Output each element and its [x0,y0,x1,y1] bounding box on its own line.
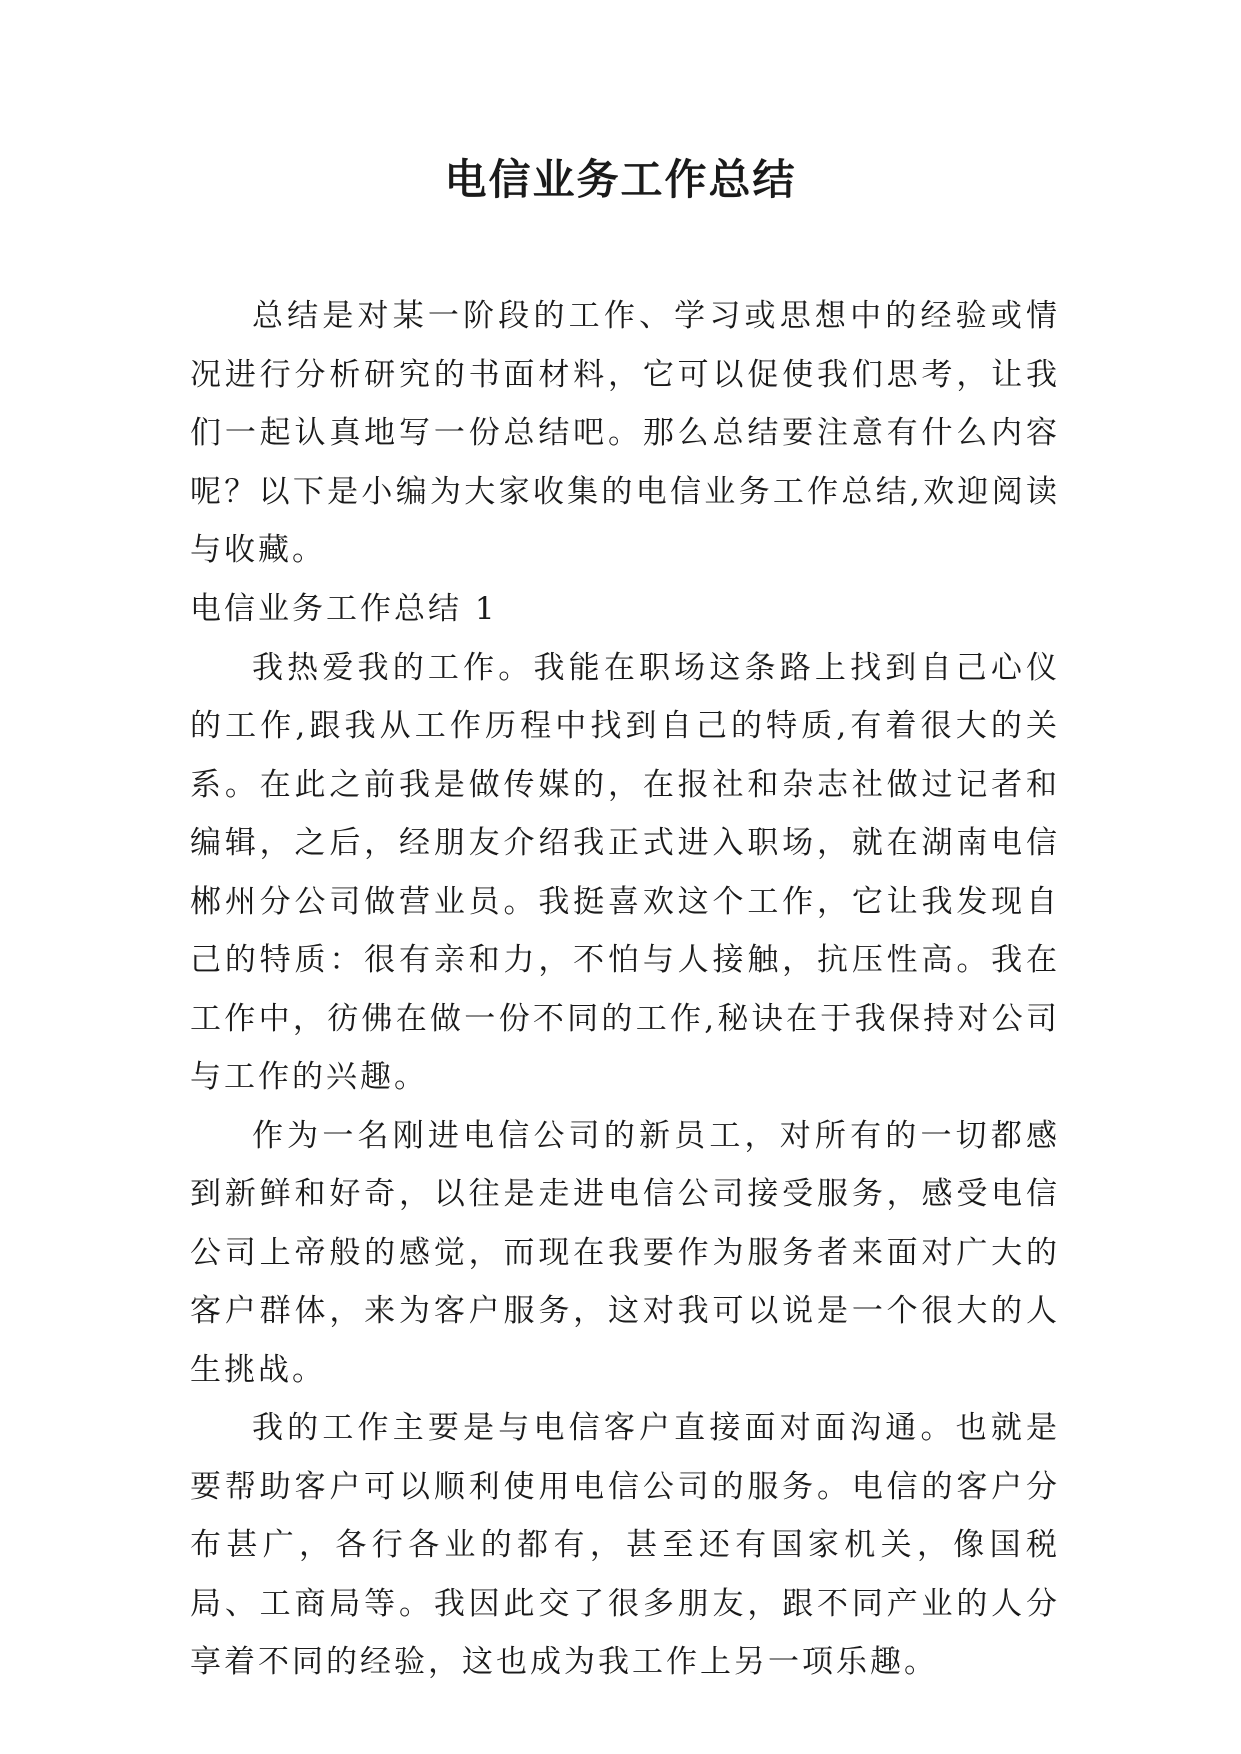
body-paragraph-1: 我热爱我的工作。我能在职场这条路上找到自己心仪的工作,跟我从工作历程中找到自己的特质,有着很大的关系。在此之前我是做传媒的，在报社和杂志社做过记者和编辑，之后，经朋友介绍我正式进入职场，就在湖南电信郴州分公司做营业员。我挺喜欢这个工作，它让我发现自己的特质：很有亲和力，不怕与人接触，抗压性高。我在工作中，彷佛在做一份不同的工作,秘诀在于我保持对公司与工作的兴趣。 [190,649,1060,1095]
body-paragraph-3: 我的工作主要是与电信客户直接面对面沟通。也就是要帮助客户可以顺利使用电信公司的服务。电信的客户分布甚广，各行各业的都有，甚至还有国家机关，像国税局、工商局等。我因此交了很多朋友，跟不同产业的人分享着不同的经验，这也成为我工作上另一项乐趣。 [190,1410,1060,1680]
section-heading: 电信业务工作总结 1 [190,591,498,627]
document-title: 电信业务工作总结 [444,155,797,204]
intro-paragraph: 总结是对某一阶段的工作、学习或思想中的经验或情况进行分析研究的书面材料，它可以促使我们思考，让我们一起认真地写一份总结吧。那么总结要注意有什么内容呢？以下是小编为大家收集的电信业务工作总结,欢迎阅读与收藏。 [190,298,1060,568]
section-block [190,580,1060,1692]
intro-block [190,287,1060,580]
body-paragraph-2: 作为一名刚进电信公司的新员工，对所有的一切都感到新鲜和好奇，以往是走进电信公司接受服务，感受电信公司上帝般的感觉，而现在我要作为服务者来面对广大的客户群体，来为客户服务，这对我可以说是一个很大的人生挑战。 [190,1117,1060,1388]
